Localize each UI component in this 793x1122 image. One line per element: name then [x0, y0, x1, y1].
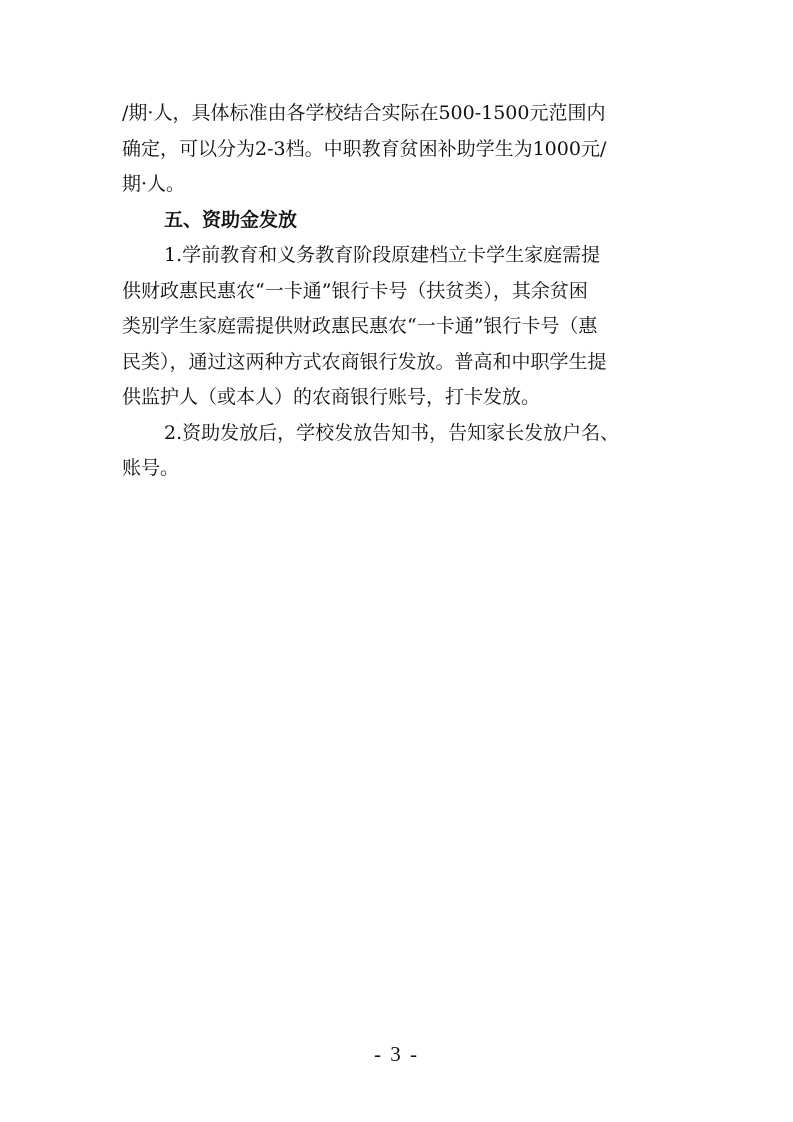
body-text [122, 96, 682, 487]
paragraph1-line-3: 类别学生家庭需提供财政惠民惠农“一卡通”银行卡号（惠 [122, 315, 598, 337]
paragraph2-line-1: 2.资助发放后，学校发放告知书，告知家长发放户名、 [164, 421, 620, 444]
paragraph1-line-1: 1.学前教育和义务教育阶段原建档立卡学生家庭需提 [164, 244, 601, 266]
text-line-1: /期·人，具体标准由各学校结合实际在500-1500元范围内 [122, 102, 606, 124]
page-number: - 3 - [374, 1042, 419, 1066]
section-heading: 五、资助金发放 [164, 208, 298, 231]
paragraph1-line-4: 民类），通过这两种方式农商银行发放。普高和中职学生提 [122, 350, 607, 373]
paragraph2-line-2: 账号。 [122, 457, 180, 479]
text-line-2: 确定，可以分为2-3档。中职教育贫困补助学生为1000元/ [122, 137, 607, 160]
text-line-3: 期·人。 [122, 173, 186, 195]
paragraph1-line-2: 供财政惠民惠农“一卡通”银行卡号（扶贫类），其余贫困 [122, 279, 588, 302]
paragraph1-line-5: 供监护人（或本人）的农商银行账号，打卡发放。 [122, 386, 541, 408]
